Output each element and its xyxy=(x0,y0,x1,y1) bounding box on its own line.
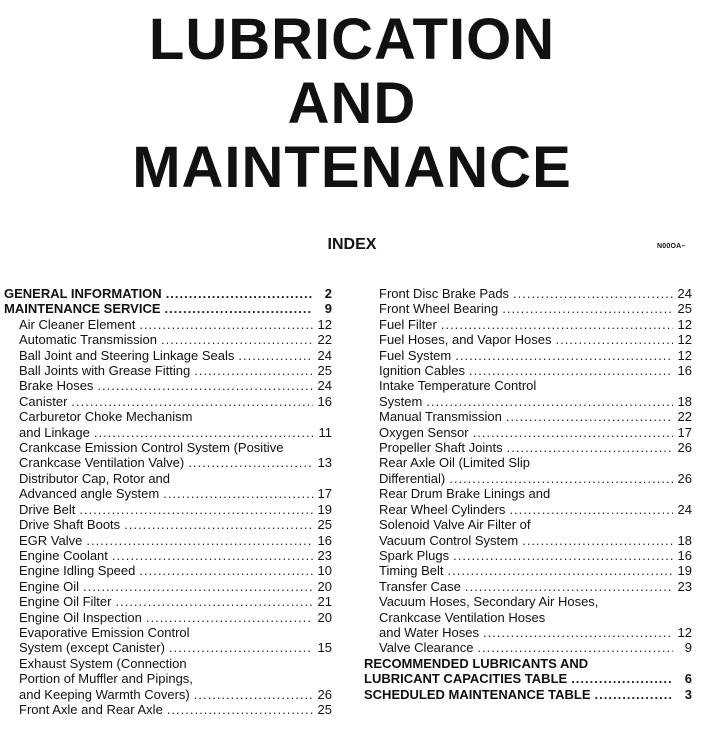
index-entry[interactable] xyxy=(4,610,332,625)
entry-page-number: 20 xyxy=(317,578,332,594)
entry-page-number: 24 xyxy=(677,286,692,301)
entry-text: Fuel Filter xyxy=(379,316,437,332)
leader-dots xyxy=(124,517,313,532)
leader-dots xyxy=(555,332,673,347)
entry-page-number: 21 xyxy=(317,594,332,610)
entry-page-number: 16 xyxy=(677,547,692,563)
leader-dots xyxy=(238,348,313,363)
leader-dots xyxy=(448,563,673,578)
entry-page-number: 26 xyxy=(677,470,692,486)
entry-text: Drive Belt xyxy=(19,501,76,517)
title-line-2: AND xyxy=(287,71,417,136)
entry-text: Front Wheel Bearing xyxy=(379,301,499,317)
entry-text: Crankcase Ventilation Valve) xyxy=(19,455,185,471)
entry-text: Solenoid Valve Air Filter of xyxy=(379,517,531,533)
entry-page-number: 19 xyxy=(317,501,332,517)
document-title xyxy=(0,8,704,200)
entry-page-number: 18 xyxy=(677,532,692,548)
entry-page-number: 25 xyxy=(677,301,692,317)
index-entry[interactable] xyxy=(364,486,692,517)
entry-text: Fuel Hoses, and Vapor Hoses xyxy=(379,332,552,348)
entry-text: EGR Valve xyxy=(19,532,83,548)
entry-page-number: 6 xyxy=(684,671,692,687)
entry-text: Distributor Cap, Rotor and xyxy=(19,470,171,486)
leader-dots xyxy=(455,348,673,363)
entry-page-number: 10 xyxy=(317,563,332,579)
entry-page-number: 12 xyxy=(677,332,692,348)
index-entry[interactable] xyxy=(4,394,332,409)
index-entry[interactable] xyxy=(4,625,332,656)
index-entry[interactable] xyxy=(364,440,692,455)
leader-dots xyxy=(465,579,673,594)
entry-page-number: 16 xyxy=(677,363,692,379)
index-entry[interactable] xyxy=(4,409,332,440)
index-entry[interactable] xyxy=(4,656,332,702)
entry-text: and Keeping Warmth Covers) xyxy=(19,686,190,702)
index-section-entry[interactable] xyxy=(4,286,332,301)
leader-dots xyxy=(146,610,313,625)
entry-text: Spark Plugs xyxy=(379,547,450,563)
entry-page-number: 12 xyxy=(677,316,692,332)
entry-text: Timing Belt xyxy=(379,563,444,579)
entry-text: Intake Temperature Control xyxy=(379,378,537,394)
entry-text: Engine Oil Filter xyxy=(19,594,112,610)
leader-dots xyxy=(595,687,673,702)
index-entry[interactable] xyxy=(364,363,692,378)
leader-dots xyxy=(86,533,313,548)
index-entry[interactable] xyxy=(4,363,332,378)
index-entry[interactable] xyxy=(364,409,692,424)
leader-dots xyxy=(112,548,313,563)
entry-text: Exhaust System (Connection xyxy=(19,655,187,671)
leader-dots xyxy=(194,363,313,378)
leader-dots xyxy=(441,317,673,332)
entry-page-number: 15 xyxy=(317,640,332,656)
leader-dots xyxy=(79,502,313,517)
leader-dots xyxy=(477,640,673,655)
entry-text: System xyxy=(379,393,423,409)
index-entry[interactable] xyxy=(4,348,332,363)
entry-page-number: 9 xyxy=(684,640,692,656)
entry-text: Crankcase Ventilation Hoses xyxy=(379,609,546,625)
entry-text: Oxygen Sensor xyxy=(379,424,469,440)
leader-dots xyxy=(139,317,313,332)
leader-dots xyxy=(483,625,673,640)
entry-text: Advanced angle System xyxy=(19,486,160,502)
leader-dots xyxy=(188,455,313,470)
index-entry[interactable] xyxy=(364,563,692,578)
entry-text: Propeller Shaft Joints xyxy=(379,440,503,456)
leader-dots xyxy=(469,363,673,378)
entry-text: Drive Shaft Boots xyxy=(19,517,121,533)
entry-text: Front Axle and Rear Axle xyxy=(19,701,163,717)
entry-text: Canister xyxy=(19,393,68,409)
entry-text: Vacuum Control System xyxy=(379,532,519,548)
entry-page-number: 24 xyxy=(317,347,332,363)
index-entry[interactable] xyxy=(4,548,332,563)
index-entry[interactable] xyxy=(4,471,332,502)
entry-text: Transfer Case xyxy=(379,578,461,594)
entry-text: and Linkage xyxy=(19,424,90,440)
index-entry[interactable] xyxy=(364,301,692,316)
entry-page-number: 17 xyxy=(677,424,692,440)
entry-text: Manual Transmission xyxy=(379,409,502,425)
leader-dots xyxy=(163,486,313,501)
index-entry[interactable] xyxy=(4,440,332,471)
entry-page-number: 24 xyxy=(317,378,332,394)
entry-page-number: 2 xyxy=(324,286,332,301)
index-entry[interactable] xyxy=(4,332,332,347)
leader-dots xyxy=(449,471,673,486)
leader-dots xyxy=(513,286,673,301)
leader-dots xyxy=(506,409,673,424)
entry-text: Carburetor Choke Mechanism xyxy=(19,409,193,425)
entry-text: Ignition Cables xyxy=(379,363,465,379)
entry-text: Air Cleaner Element xyxy=(19,316,136,332)
entry-page-number: 12 xyxy=(317,316,332,332)
entry-text: GENERAL INFORMATION xyxy=(4,286,162,301)
page-code: N00OA– xyxy=(657,243,686,250)
index-entry[interactable] xyxy=(4,502,332,517)
entry-text: Vacuum Hoses, Secondary Air Hoses, xyxy=(379,594,599,610)
entry-text: Rear Drum Brake Linings and xyxy=(379,486,551,502)
leader-dots xyxy=(194,687,313,702)
entry-page-number: 19 xyxy=(677,563,692,579)
index-entry[interactable] xyxy=(364,332,692,347)
entry-text: Engine Coolant xyxy=(19,547,108,563)
leader-dots xyxy=(507,440,673,455)
index-entry[interactable] xyxy=(4,563,332,578)
leader-dots xyxy=(502,301,673,316)
entry-text: Brake Hoses xyxy=(19,378,94,394)
index-entry[interactable] xyxy=(364,425,692,440)
leader-dots xyxy=(509,502,673,517)
index-left-column xyxy=(4,286,332,717)
entry-page-number: 12 xyxy=(677,624,692,640)
index-entry[interactable] xyxy=(4,702,332,717)
entry-text: Evaporative Emission Control xyxy=(19,624,190,640)
entry-text: Differential) xyxy=(379,470,446,486)
leader-dots xyxy=(426,394,673,409)
index-entry[interactable] xyxy=(4,378,332,393)
index-entry[interactable] xyxy=(364,317,692,332)
entry-text: Engine Idling Speed xyxy=(19,563,136,579)
leader-dots xyxy=(97,378,313,393)
entry-page-number: 13 xyxy=(317,455,332,471)
entry-page-number: 18 xyxy=(677,393,692,409)
leader-dots xyxy=(169,640,313,655)
index-entry[interactable] xyxy=(364,640,692,655)
index-entry[interactable] xyxy=(4,533,332,548)
leader-dots xyxy=(139,563,313,578)
index-heading: INDEX xyxy=(327,236,377,253)
entry-page-number: 16 xyxy=(317,532,332,548)
entry-page-number: 25 xyxy=(317,517,332,533)
entry-text: RECOMMENDED LUBRICANTS AND xyxy=(364,655,589,671)
leader-dots xyxy=(94,425,313,440)
entry-page-number: 24 xyxy=(677,501,692,517)
index-entry[interactable] xyxy=(364,348,692,363)
entry-text: Front Disc Brake Pads xyxy=(379,286,510,301)
leader-dots xyxy=(115,594,313,609)
index-entry[interactable] xyxy=(4,594,332,609)
leader-dots xyxy=(83,579,313,594)
index-entry[interactable] xyxy=(364,594,692,640)
entry-page-number: 17 xyxy=(317,486,332,502)
entry-text: Automatic Transmission xyxy=(19,332,157,348)
entry-text: System (except Canister) xyxy=(19,640,165,656)
leader-dots xyxy=(166,286,313,301)
leader-dots xyxy=(473,425,673,440)
leader-dots xyxy=(71,394,313,409)
leader-dots xyxy=(453,548,673,563)
index-section-entry[interactable] xyxy=(364,656,692,687)
index-entry[interactable] xyxy=(364,548,692,563)
entry-page-number: 23 xyxy=(677,578,692,594)
entry-text: MAINTENANCE SERVICE xyxy=(4,301,161,317)
index-entry[interactable] xyxy=(364,517,692,548)
entry-text: Valve Clearance xyxy=(379,640,474,656)
title-line-3: MAINTENANCE xyxy=(132,135,572,200)
index-entry[interactable] xyxy=(364,286,692,301)
entry-page-number: 25 xyxy=(317,701,332,717)
entry-text: SCHEDULED MAINTENANCE TABLE xyxy=(364,686,591,702)
leader-dots xyxy=(167,702,313,717)
entry-page-number: 23 xyxy=(317,547,332,563)
entry-text: Ball Joint and Steering Linkage Seals xyxy=(19,347,235,363)
entry-page-number: 22 xyxy=(677,409,692,425)
entry-text: Engine Oil Inspection xyxy=(19,609,142,625)
leader-dots xyxy=(522,533,673,548)
index-entry[interactable] xyxy=(4,579,332,594)
index-entry[interactable] xyxy=(4,317,332,332)
index-section-entry[interactable] xyxy=(364,687,692,702)
entry-text: and Water Hoses xyxy=(379,624,479,640)
entry-page-number: 12 xyxy=(677,347,692,363)
entry-text: Rear Wheel Cylinders xyxy=(379,501,506,517)
entry-text: Fuel System xyxy=(379,347,452,363)
index-entry[interactable] xyxy=(364,455,692,486)
leader-dots xyxy=(571,671,673,686)
entry-page-number: 20 xyxy=(317,609,332,625)
entry-page-number: 26 xyxy=(317,686,332,702)
entry-page-number: 16 xyxy=(317,393,332,409)
entry-page-number: 11 xyxy=(318,424,332,440)
index-entry[interactable] xyxy=(364,579,692,594)
entry-text: Engine Oil xyxy=(19,578,79,594)
index-section-entry[interactable] xyxy=(4,301,332,316)
entry-text: Ball Joints with Grease Fitting xyxy=(19,363,191,379)
index-entry[interactable] xyxy=(4,517,332,532)
entry-text: LUBRICANT CAPACITIES TABLE xyxy=(364,671,568,687)
index-entry[interactable] xyxy=(364,378,692,409)
leader-dots xyxy=(165,301,313,316)
entry-page-number: 9 xyxy=(324,301,332,317)
title-line-1: LUBRICATION xyxy=(148,7,556,72)
entry-text: Crankcase Emission Control System (Positive xyxy=(19,440,284,456)
entry-text: Rear Axle Oil (Limited Slip xyxy=(379,455,530,471)
entry-page-number: 26 xyxy=(677,440,692,456)
entry-page-number: 3 xyxy=(684,686,692,702)
entry-text: Portion of Muffler and Pipings, xyxy=(19,671,193,687)
leader-dots xyxy=(161,332,313,347)
entry-page-number: 25 xyxy=(317,363,332,379)
entry-page-number: 22 xyxy=(317,332,332,348)
index-right-column xyxy=(364,286,692,702)
